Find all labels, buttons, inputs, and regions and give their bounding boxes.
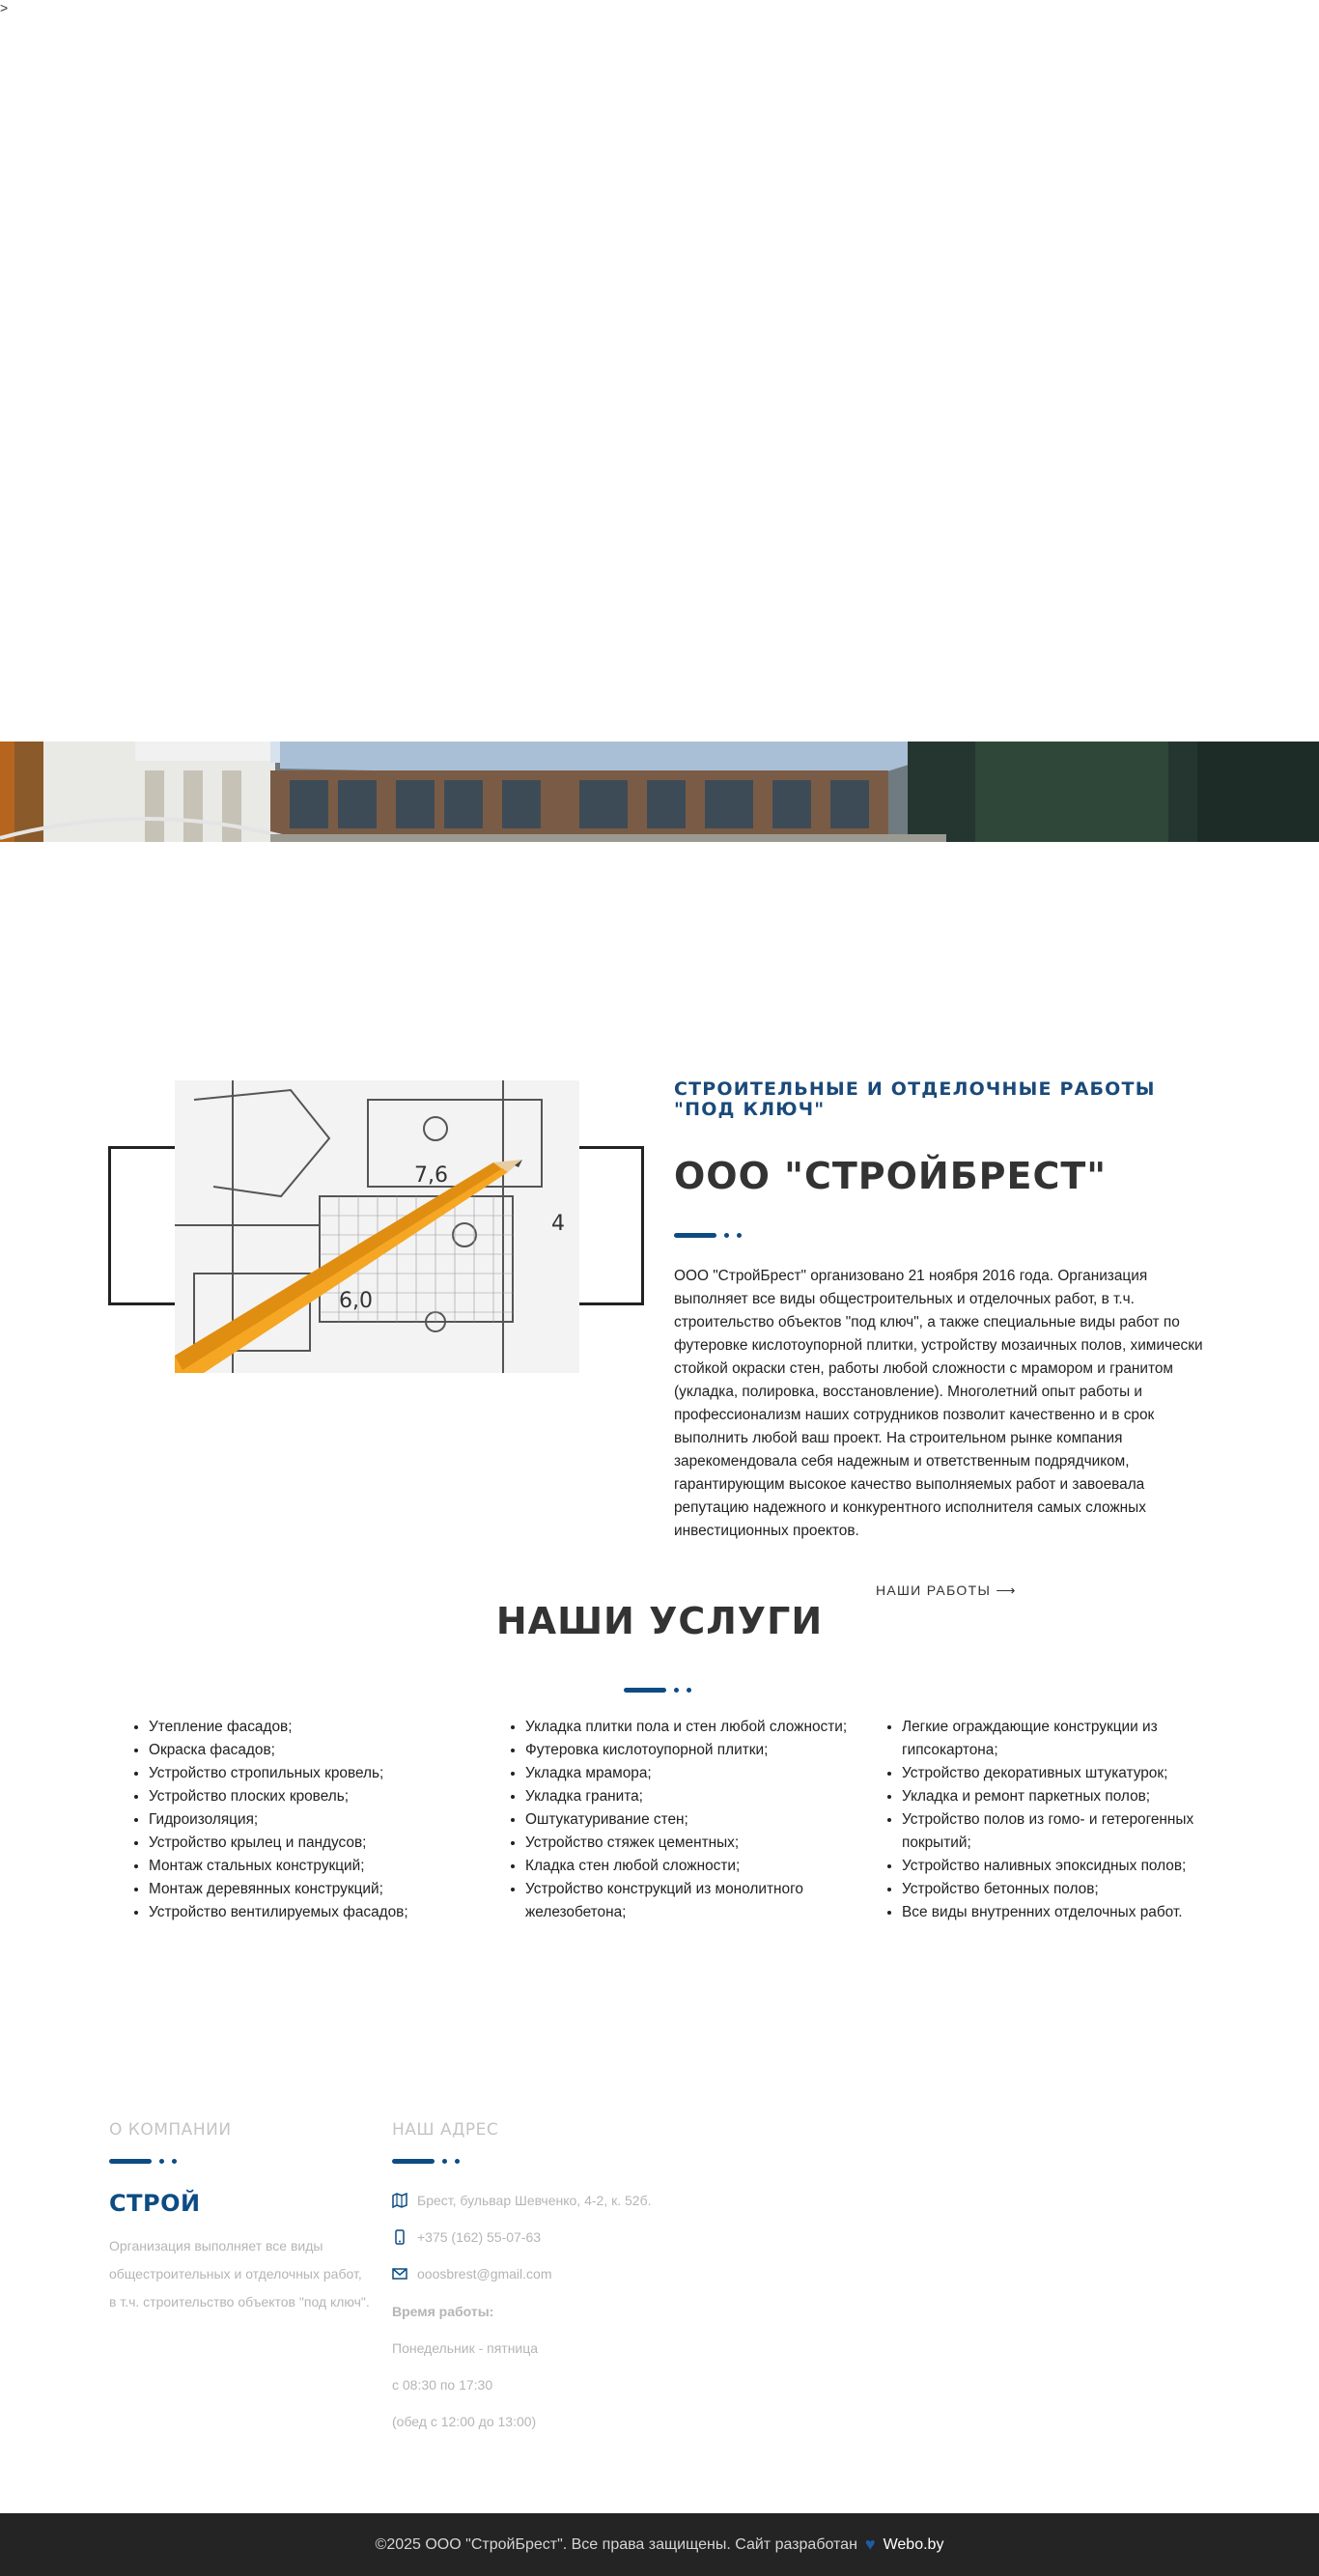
footer-address-heading: НАШ АДРЕС xyxy=(392,2120,499,2140)
heart-icon: ♥ xyxy=(864,2534,876,2554)
copyright-text: ©2025 ООО "СтройБрест". Все права защищены. Сайт разработан xyxy=(375,2535,857,2553)
footer-hours-label: Время работы: xyxy=(392,2304,494,2319)
service-item: • Укладка гранита; xyxy=(525,1785,863,1808)
divider-bar xyxy=(392,2159,435,2164)
divider-dot xyxy=(159,2159,164,2164)
about-description: ООО "СтройБрест" организовано 21 ноября 2016 года. Организация выполняет все виды общестроительных и отделочных работ, в т.ч. строительство объектов "под ключ", а также специальные виды работ по футеровке кислотоупорной плитки, устройству мозаичных полов, химически стойкой окраски стен, работы любой сложности с мрамором и гранитом (укладка, полировка, восстановление). Многолетний опыт работы и профессионализм наших сотрудников позволит качественно и в срок выполнить любой ваш проект. На строительном рынке компания зарекомендовала себя надежным и ответственным подрядчиком, гарантирующим высокое качество выполняемых работ и завоевала репутацию надежного и конкурентного исполнителя самых сложных инвестиционных проектов. xyxy=(674,1268,1203,1539)
service-item: • Легкие ограждающие конструкции из гипсокартона; xyxy=(902,1716,1230,1762)
copyright-bar xyxy=(0,2513,1319,2576)
phone-icon xyxy=(392,2229,407,2245)
svg-text:7,6: 7,6 xyxy=(414,1163,448,1188)
service-item: • Укладка мрамора; xyxy=(525,1762,863,1785)
divider-bar xyxy=(674,1233,716,1238)
developer-link[interactable]: Webo.by xyxy=(883,2535,944,2553)
service-item: • Монтаж стальных конструкций; xyxy=(149,1855,487,1878)
footer-phone[interactable]: +375 (162) 55-07-63 xyxy=(417,2229,542,2245)
company-title: ООО "СТРОЙБРЕСТ" xyxy=(674,1155,1108,1197)
divider-bar xyxy=(624,1688,666,1693)
service-item: • Все виды внутренних отделочных работ. xyxy=(902,1901,1230,1924)
service-item: • Устройство крылец и пандусов; xyxy=(149,1832,487,1855)
services-column-2 xyxy=(487,1716,863,1924)
mail-icon xyxy=(392,2266,407,2282)
service-item: • Кладка стен любой сложности; xyxy=(525,1855,863,1878)
divider-dot xyxy=(442,2159,447,2164)
svg-text:4: 4 xyxy=(551,1212,565,1236)
svg-text:6,0: 6,0 xyxy=(339,1289,373,1313)
service-item: • Оштукатуривание стен; xyxy=(525,1808,863,1832)
footer-about-heading: О КОМПАНИИ xyxy=(109,2120,232,2140)
service-item: • Устройство вентилируемых фасадов; xyxy=(149,1901,487,1924)
service-item: • Устройство наливных эпоксидных полов; xyxy=(902,1855,1230,1878)
service-item: • Устройство декоративных штукатурок; xyxy=(902,1762,1230,1785)
footer-email-row xyxy=(392,2266,552,2282)
about-subtitle: СТРОИТЕЛЬНЫЕ И ОТДЕЛОЧНЫЕ РАБОТЫ "ПОД КЛЮЧ" xyxy=(674,1078,1156,1120)
services-title: НАШИ УСЛУГИ xyxy=(495,1600,824,1642)
footer-address: Брест, бульвар Шевченко, 4-2, к. 52б. xyxy=(417,2193,652,2208)
service-item: • Футеровка кислотоупорной плитки; xyxy=(525,1739,863,1762)
footer-hours-time: с 08:30 по 17:30 xyxy=(392,2377,493,2393)
about-text-block xyxy=(674,1079,1215,1543)
service-item: • Укладка плитки пола и стен любой сложности; xyxy=(525,1716,863,1739)
services-column-3 xyxy=(863,1716,1230,1924)
service-item: • Укладка и ремонт паркетных полов; xyxy=(902,1785,1230,1808)
service-item: • Устройство стропильных кровель; xyxy=(149,1762,487,1785)
divider-dot xyxy=(724,1233,729,1238)
footer-about-divider xyxy=(109,2159,177,2164)
footer-email[interactable]: ooosbrest@gmail.com xyxy=(417,2266,552,2282)
about-divider xyxy=(674,1233,1215,1238)
service-item: • Утепление фасадов; xyxy=(149,1716,487,1739)
footer-address-divider xyxy=(392,2159,460,2164)
footer-logo[interactable]: СТРОЙ xyxy=(109,2190,201,2217)
service-item: • Устройство конструкций из монолитного железобетона; xyxy=(525,1878,863,1924)
footer-hours-lunch: (обед с 12:00 до 13:00) xyxy=(392,2414,537,2429)
our-works-link[interactable]: НАШИ РАБОТЫ ⟶ xyxy=(876,1582,1017,1598)
service-item: • Устройство плоских кровель; xyxy=(149,1785,487,1808)
footer-address-row xyxy=(392,2193,652,2208)
footer-phone-row xyxy=(392,2229,541,2245)
service-item: • Монтаж деревянных конструкций; xyxy=(149,1878,487,1901)
stray-text: > xyxy=(0,0,9,15)
services-divider xyxy=(624,1688,691,1693)
footer-about-text: Организация выполняет все виды общестроительных и отделочных работ, в т.ч. строительство объектов "под ключ". xyxy=(109,2238,370,2310)
hero-building-image xyxy=(0,742,1319,842)
blueprint-pencil-image xyxy=(175,1080,579,1373)
services-column-1 xyxy=(110,1716,487,1924)
divider-bar xyxy=(109,2159,152,2164)
service-item: • Устройство стяжек цементных; xyxy=(525,1832,863,1855)
divider-dot xyxy=(687,1688,691,1693)
divider-dot xyxy=(674,1688,679,1693)
footer-hours-days: Понедельник - пятница xyxy=(392,2340,539,2356)
service-item: • Устройство бетонных полов; xyxy=(902,1878,1230,1901)
service-item: • Устройство полов из гомо- и гетерогенных покрытий; xyxy=(902,1808,1230,1855)
divider-dot xyxy=(737,1233,742,1238)
divider-dot xyxy=(172,2159,177,2164)
map-icon xyxy=(392,2193,407,2208)
divider-dot xyxy=(455,2159,460,2164)
service-item: • Гидроизоляция; xyxy=(149,1808,487,1832)
service-item: • Окраска фасадов; xyxy=(149,1739,487,1762)
